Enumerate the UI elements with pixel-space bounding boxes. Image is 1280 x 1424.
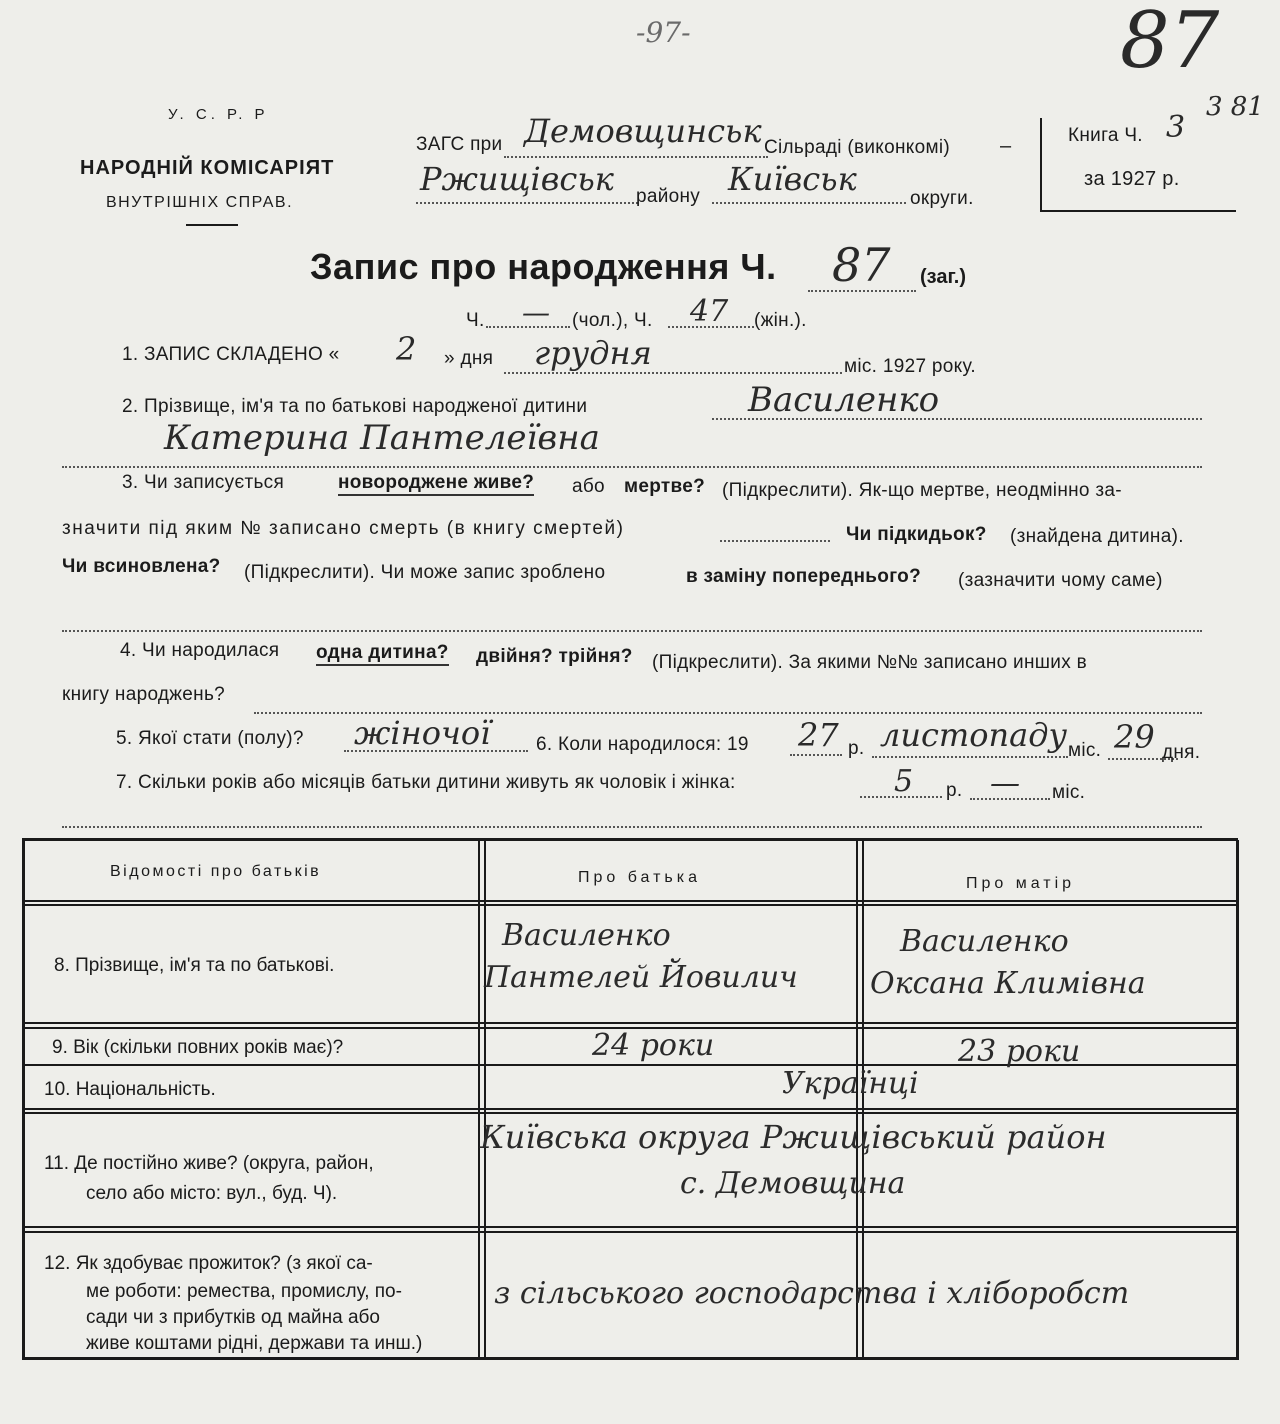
child-sex: жіночої xyxy=(354,714,491,752)
month-suffix: міс. xyxy=(1068,740,1102,761)
birth-year: 27 xyxy=(798,716,839,754)
birth-month: листопаду xyxy=(880,716,1068,754)
item1-day: 2 xyxy=(396,330,417,368)
mother-surname: Василенко xyxy=(900,924,1069,959)
item3-found: (знайдена дитина). xyxy=(1010,526,1184,547)
item3-text-b: (Підкреслити). Як-що мертве, неодмінно за- xyxy=(722,480,1122,501)
item4-label: 4. Чи народилася xyxy=(120,640,280,661)
item1-month: грудня xyxy=(534,334,652,372)
row11-label-2: село або місто: вул., буд. Ч). xyxy=(86,1183,338,1204)
item3-why: (зазначити чому саме) xyxy=(958,570,1163,591)
row12-label-1: 12. Як здобуває прожиток? (з якої са- xyxy=(44,1253,373,1274)
zags-okrug: Київськ xyxy=(728,160,857,198)
item3-or: або xyxy=(572,476,605,497)
book-label: Книга Ч. xyxy=(1068,125,1143,146)
year-suffix: р. xyxy=(848,738,865,759)
child-surname: Василенко xyxy=(748,380,940,420)
commissariat-title: НАРОДНІЙ КОМІСАРІЯТ xyxy=(80,157,335,179)
option-replacement: в заміну попереднього? xyxy=(686,566,921,587)
option-foundling: Чи підкидьок? xyxy=(846,524,987,545)
row12-label-4: живе коштами рідні, держави та инш.) xyxy=(86,1333,423,1354)
birth-day: 29 xyxy=(1114,718,1155,756)
female-label: (жін.). xyxy=(754,310,807,331)
row11-label-1: 11. Де постійно живе? (округа, район, xyxy=(44,1153,374,1174)
book-year: за 1927 р. xyxy=(1084,168,1180,190)
row10-label: 10. Національність. xyxy=(44,1079,216,1100)
book-ref-number: 3 81 xyxy=(1206,92,1264,122)
female-count-value: 47 xyxy=(690,294,729,329)
row8-label: 8. Прізвище, ім'я та по батькові. xyxy=(54,955,335,976)
book-number: 3 xyxy=(1166,110,1186,145)
item1-day-label: » дня xyxy=(444,348,494,369)
mother-age: 23 роки xyxy=(958,1034,1081,1069)
zags-village: Демовщинськ xyxy=(524,112,762,150)
title-number: 87 xyxy=(832,238,891,292)
item1-tail: міс. 1927 року. xyxy=(844,356,976,377)
residence-line-1: Київська округа Ржищівський район xyxy=(480,1118,1107,1156)
option-single-child: одна дитина? xyxy=(316,642,449,666)
header-parents-info: Відомості про батьків xyxy=(110,863,322,880)
zags-district: Ржищівськ xyxy=(420,160,614,198)
republic-label: У. С. Р. Р xyxy=(168,106,269,123)
zags-district-label: району xyxy=(636,186,701,207)
nationality: Українці xyxy=(782,1066,919,1101)
years-suffix: р. xyxy=(946,780,963,801)
item3-text-d: (Підкреслити). Чи може запис зроблено xyxy=(244,562,606,583)
row12-label-2: ме роботи: ремества, промислу, по- xyxy=(86,1281,402,1302)
male-count-label: Ч. xyxy=(466,310,485,331)
male-count-value: — xyxy=(522,296,550,329)
header-divider xyxy=(186,224,238,226)
father-age: 24 роки xyxy=(592,1028,715,1063)
zags-prefix: ЗАГС при xyxy=(416,134,503,155)
child-given-names: Катерина Пантелеївна xyxy=(164,418,600,458)
item1-label: 1. ЗАПИС СКЛАДЕНО « xyxy=(122,344,340,365)
pencil-page-number: -97- xyxy=(636,16,691,49)
mother-given-names: Оксана Климівна xyxy=(870,966,1146,1001)
father-given-names: Пантелей Йовилич xyxy=(484,960,798,995)
option-alive: новороджене живе? xyxy=(338,472,534,496)
option-dead: мертве? xyxy=(624,476,705,497)
occupation: з сільського господарства і хліборобст xyxy=(494,1276,1130,1311)
residence-line-2: с. Демовщина xyxy=(680,1166,906,1201)
marriage-years: 5 xyxy=(894,764,914,799)
ministry-title: ВНУТРІШНІХ СПРАВ. xyxy=(106,194,294,211)
option-adopted: Чи всиновлена? xyxy=(62,556,221,577)
marriage-months: — xyxy=(990,766,1020,801)
item7-label: 7. Скільки років або місяців батьки дитини живуть як чоловік і жінка: xyxy=(116,772,736,793)
father-surname: Василенко xyxy=(502,918,671,953)
birth-record-page: -97- 87 3 81 У. С. Р. Р НАРОДНІЙ КОМІСАРІЯТ ВНУТРІШНІХ СПРАВ. ЗАГС при Демовщинськ Сільраді (виконкомі) – Ржищівськ району Київськ округи. Книга Ч. 3 за 1927 р. Запис про народження Ч. 87 (заг.) Ч. — (чол.), Ч. 47 (жін.). 1. ЗАПИС СКЛАДЕНО « 2 » дня грудня міс. 1927 року. 2. Прізвище, ім'я та по батькові народженої дитини Василенко Катерина Пантелеївна 3. Чи записується новороджене живе? або мертве? (Підкреслити). Як-що мертве, неодмінно за- значити під яким № записано смерть (в книгу смертей) Чи підкидьок? (знайдена дитина). Чи всиновлена? (Підкреслити). Чи може запис зроблено в заміну попереднього? (зазначити чому саме) 4. Чи народилася одна дитина? двійня? трійня? (Підкреслити). За якими №№ записано инших в книгу народжень? 5. Якої стати (полу)? жіночої 6. Коли народилося: 19 27 р. листопаду міс. 29 дня. 7. Скільки років або місяців батьки дитини живуть як чоловік і жінка: 5 р. — міс. Відомості про батьків Про батька Про матір 8. Прізвище, ім'я та по батькові. Василенко Пантелей Йовилич Василенко Оксана Климівна 9. Вік (скільки повних років має)? 24 роки 23 роки 10. Національність. Українці 11. Де постійно живе? (округа, район, село або місто: вул., буд. Ч). Київська округа Ржищівський район с. Демовщина 12. Як здобуває прожиток? (з якої са- ме роботи: ремества, промислу, по- сади чи з прибутків од майна або живе коштами рідні, держави та инш.) з сільського господарства і хліборобст xyxy=(0,0,1280,1424)
row12-label-3: сади чи з прибутків од майна або xyxy=(86,1307,380,1328)
row9-label: 9. Вік (скільки повних років має)? xyxy=(52,1037,344,1058)
item4-text-c: книгу народжень? xyxy=(62,684,226,705)
day-suffix: дня. xyxy=(1162,742,1201,763)
header-mother: Про матір xyxy=(966,875,1076,892)
sheet-number: 87 xyxy=(1120,0,1220,86)
months-suffix: міс. xyxy=(1052,782,1086,803)
option-twins-triplets: двійня? трійня? xyxy=(476,646,633,667)
title-suffix: (заг.) xyxy=(920,266,967,288)
header-father: Про батька xyxy=(578,869,701,886)
zags-council-label: Сільраді (виконкомі) xyxy=(764,137,950,158)
page-title: Запис про народження Ч. xyxy=(310,246,777,287)
item4-text-b: (Підкреслити). За якими №№ записано инших в xyxy=(652,652,1087,673)
item6-label: 6. Коли народилося: 19 xyxy=(536,734,749,755)
male-female-label: (чол.), Ч. xyxy=(572,310,653,331)
item5-label: 5. Якої стати (полу)? xyxy=(116,728,304,749)
item2-label: 2. Прізвище, ім'я та по батькові народженої дитини xyxy=(122,396,588,417)
item3-label: 3. Чи записується xyxy=(122,472,285,493)
item3-text-c: значити під яким № записано смерть (в книгу смертей) xyxy=(62,518,625,539)
zags-okrug-label: округи. xyxy=(910,188,974,209)
